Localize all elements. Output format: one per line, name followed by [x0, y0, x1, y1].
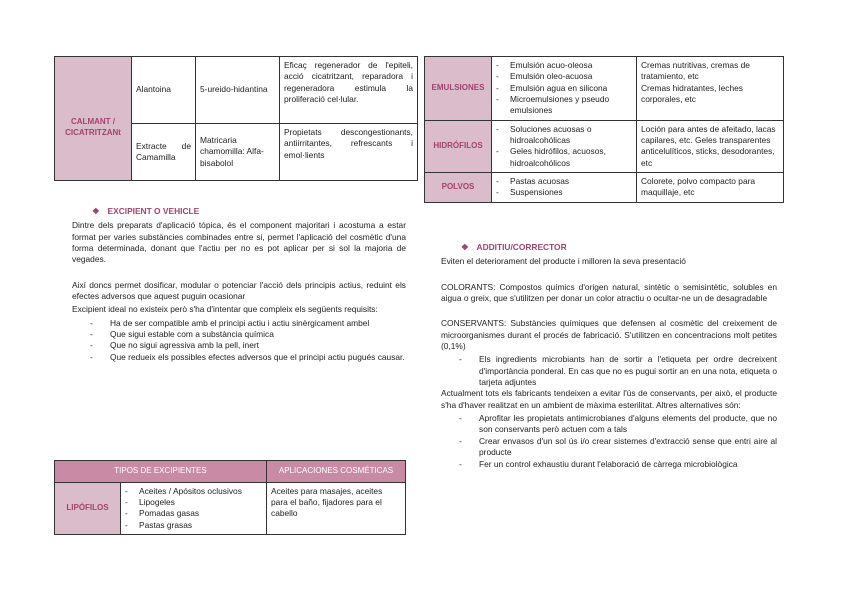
category-cell: HIDRÓFILOS	[425, 120, 492, 172]
additiu-heading: ADDITIU/CORRECTOR	[476, 242, 567, 252]
list-item: - Emulsión acuo-oleosa	[496, 60, 632, 71]
table-row	[55, 57, 418, 124]
table-row	[425, 120, 784, 172]
ingredient-compound: Matricaria chamomilla: Alfa-bisabolol	[196, 124, 280, 181]
type-list-cell	[492, 57, 637, 121]
list-item: - Ha de ser compatible amb el principi actiu i actiu sinèrgicament ambel	[90, 318, 406, 329]
calmant-category-label: CALMANT / CICATRITZANt	[65, 116, 121, 137]
table-row	[55, 482, 406, 534]
list-item: - Lipogeles	[125, 497, 262, 508]
applications-cell: Colorete, polvo compacto para maquillaje, etc	[637, 173, 784, 203]
list-item: - Emulsión oleo-acuosa	[496, 71, 632, 82]
additiu-intro: Eviten el deteriorament del producte i milloren la seva presentació	[441, 256, 686, 267]
additiu-section	[441, 242, 777, 470]
applications-cell: Cremas nutritivas, cremas de tratamiento, etc Cremas hidratantes, leches corporales, etc	[637, 57, 784, 121]
list-item: - Que sigui estable com a substància química	[90, 329, 406, 340]
conservants-paragraph: CONSERVANTS: Substàncies químiques que defensen al cosmètic del creixement de microorganismes durant el procés de fabricació. S'utilitzen en concentracions molt petites (0,1%)	[441, 318, 777, 352]
ingredient-name: Alantoina	[132, 57, 196, 124]
requirements-list	[72, 318, 406, 363]
list-item: - Que no sigui agressiva amb la pell, inert	[90, 340, 406, 351]
diamond-bullet-icon: ❖	[92, 206, 100, 216]
applications-cell: Aceites para masajes, aceites para el baño, fijadores para el cabello	[267, 482, 406, 534]
section-heading	[461, 242, 777, 253]
excipient-paragraph: Excipient ideal no existeix però s'ha d'intentar que compleix els següents requisits:	[72, 304, 378, 315]
ingredient-name: Extracte de Camamilla	[132, 124, 196, 181]
excipient-types-table	[424, 56, 784, 203]
list-item: - Pomadas gasas	[125, 508, 262, 519]
list-item: - Suspensiones	[496, 187, 632, 198]
category-cell: POLVOS	[425, 173, 492, 203]
category-cell: EMULSIONES	[425, 57, 492, 121]
applications-cell: Loción para antes de afeitado, lacas capilares, etc. Geles transparentes anticelulíticos, sticks, desodorantes, etc	[637, 120, 784, 172]
table-row	[425, 57, 784, 121]
calmant-table	[54, 56, 418, 181]
column-header: TIPOS DE EXCIPIENTES	[55, 461, 267, 483]
type-list-cell	[492, 120, 637, 172]
table-header-row	[55, 461, 406, 483]
list-item: - Fer un control exhaustiu durant l'elaboració de càrrega microbiològica	[459, 459, 777, 470]
type-list-cell	[121, 482, 267, 534]
list-item: - Aceites / Apósitos oclusivos	[125, 486, 262, 497]
colorants-paragraph: COLORANTS: Compostos químics d'origen natural, sintètic o semisintètic, solubles en aigua o greix, que s'utilitzen per donar un color atractiu o ocultar-ne un de desagradable	[441, 281, 777, 304]
list-item: - Que redueix els possibles efectes adversos que el principi actiu pugués causar.	[90, 352, 406, 363]
ingredient-effect: Propietats descongestionants, antiirritantes, refrescants i emol·lients	[280, 124, 418, 181]
list-item: - Geles hidrófilos, acuosos, hidroalcohólicos	[496, 146, 632, 169]
list-item: - Aprofitar les propietats antimicrobianes d'alguns elements del producte, que no son conservants però actuen com a tals	[459, 413, 777, 436]
list-item: - Pastas grasas	[125, 520, 262, 531]
category-cell: LIPÓFILOS	[55, 482, 121, 534]
excipient-section	[72, 206, 406, 363]
lipofilos-table	[54, 460, 406, 535]
ingredient-compound: 5-ureido-hidantina	[196, 57, 280, 124]
actual-paragraph: Actualment tots els fabricants tendeixen a evitar l'ús de conservants, per això, el producte s'ha d'haver realitzat en un ambient de màxima esterilitat. Altres alternatives són:	[441, 388, 777, 410]
column-header: APLICACIONES COSMÉTICAS	[267, 461, 406, 483]
ingredient-effect: Eficaç regenerador de l'epiteli, acció cicatritzant, reparadora i regeneradora estimula la proliferació cel·lular.	[280, 57, 418, 124]
table-row	[425, 173, 784, 203]
list-item: - Crear envasos d'un sol ús i/o crear sistemes d'extracció sense que entri aire al producte	[459, 436, 777, 459]
section-heading	[92, 206, 406, 217]
list-item: - Soluciones acuosas o hidroalcohólicas	[496, 124, 632, 147]
type-list-cell	[492, 173, 637, 203]
excipient-paragraph: Així doncs permet dosificar, modular o potenciar l'acció dels principis actius, reduint els efectes adversos que aquest puguin ocasionar	[72, 279, 406, 302]
diamond-bullet-icon: ❖	[461, 242, 469, 252]
list-item: - Microemulsiones y pseudo emulsiones	[496, 94, 632, 117]
list-item: - Pastas acuosas	[496, 176, 632, 187]
list-item: - Els ingredients microbiants han de sortir a l'etiqueta per ordre decreixent d'importància ponderal. En cas que no es pugui sortir an en una nota, etiqueta o tarjeta adjuntes	[459, 354, 777, 388]
alternatives-list	[441, 413, 777, 470]
calmant-category-cell	[55, 57, 132, 181]
excipient-paragraph: Dintre dels preparats d'aplicació tópica, és el component majoritari i acostuma a estar format per varies substàncies combinades entre si, permet l'aplicació del cosmètic d'una forma determinada, donant que l'actiu per no es pot aplicar per si sol la majoria de vegades.	[72, 220, 406, 265]
excipient-heading: EXCIPIENT O VEHICLE	[107, 206, 200, 216]
list-item: - Emulsión agua en silicona	[496, 83, 632, 94]
conservants-list	[441, 354, 777, 388]
